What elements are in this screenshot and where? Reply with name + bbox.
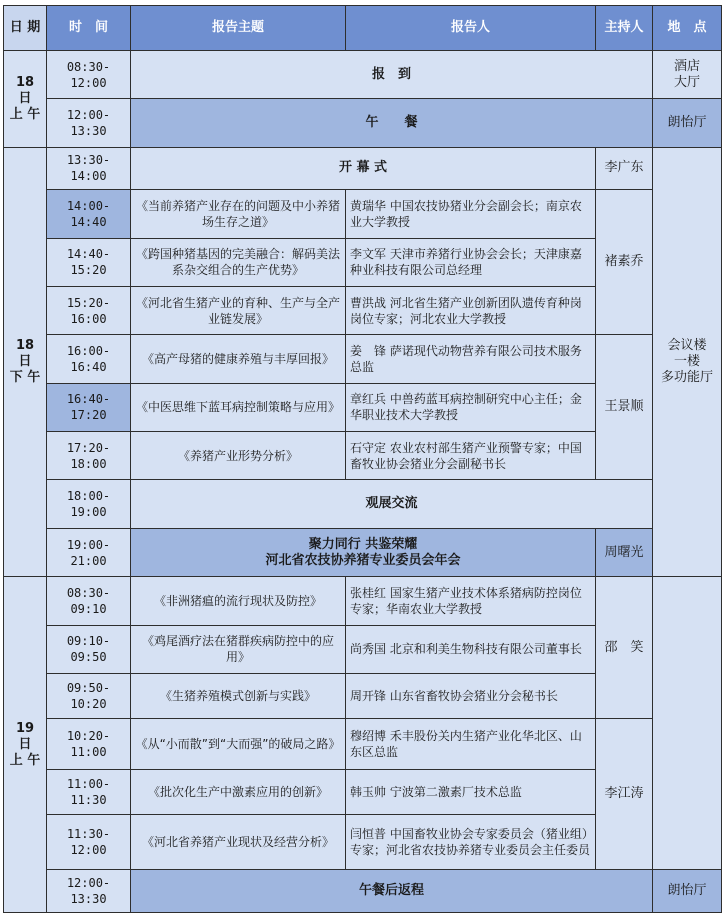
- speaker-cell: 李文军 天津市养猪行业协会会长；天津康嘉种业科技有限公司总经理: [346, 238, 596, 286]
- host-cell: 王景顺: [596, 335, 653, 480]
- time-cell: 17:20-18:00: [47, 432, 131, 480]
- table-row: [4, 577, 722, 625]
- speaker-cell: 穆绍博 禾丰股份关内生猪产业化华北区、山东区总监: [346, 719, 596, 769]
- session-title-line: 聚力同行 共鉴荣耀: [308, 536, 418, 552]
- session-title: 午 餐: [131, 99, 653, 147]
- header-venue: 地 点: [653, 6, 722, 51]
- time-cell: 12:00-13:30: [47, 99, 131, 147]
- venue-line: 酒店: [673, 58, 700, 74]
- date-period: 上 午: [9, 106, 41, 122]
- header-time: 时 间: [47, 6, 131, 51]
- header-row: [4, 6, 722, 51]
- session-title: 午餐后返程: [131, 869, 653, 912]
- topic-cell: 《河北省养猪产业现状及经营分析》: [131, 815, 346, 869]
- table-row: [4, 99, 722, 147]
- time-cell: 14:40-15:20: [47, 238, 131, 286]
- speaker-cell: 章红兵 中兽药蓝耳病控制研究中心主任；金华职业技术大学教授: [346, 383, 596, 431]
- topic-cell: 《当前养猪产业存在的问题及中小养猪场生存之道》: [131, 190, 346, 238]
- time-cell: 11:30-12:00: [47, 815, 131, 869]
- speaker-cell: 姜 锋 萨诺现代动物营养有限公司技术服务总监: [346, 335, 596, 383]
- venue-cell: [653, 51, 722, 99]
- schedule-table: [3, 5, 722, 913]
- host-cell: 周曙光: [596, 528, 653, 576]
- date-day: 19 日: [15, 720, 35, 752]
- topic-cell: 《鸡尾酒疗法在猪群疾病防控中的应用》: [131, 625, 346, 673]
- venue-cell: 朗怡厅: [653, 99, 722, 147]
- topic-cell: 《高产母猪的健康养殖与丰厚回报》: [131, 335, 346, 383]
- topic-cell: 《批次化生产中激素应用的创新》: [131, 769, 346, 814]
- session-title: 观展交流: [131, 480, 653, 528]
- speaker-cell: 张桂红 国家生猪产业技术体系猪病防控岗位专家；华南农业大学教授: [346, 577, 596, 625]
- time-cell: 16:40-17:20: [47, 383, 131, 431]
- table-row: [4, 869, 722, 912]
- date-cell-18am: [4, 51, 47, 148]
- venue-cell: [653, 577, 722, 869]
- session-title: [131, 528, 596, 576]
- speaker-cell: 曹洪战 河北省生猪产业创新团队遗传育种岗岗位专家；河北农业大学教授: [346, 286, 596, 334]
- time-cell: 10:20-11:00: [47, 719, 131, 769]
- session-title: 开 幕 式: [131, 147, 596, 189]
- host-cell: 褚素乔: [596, 190, 653, 335]
- date-day: 18 日: [15, 74, 35, 106]
- table-row: [4, 51, 722, 99]
- speaker-cell: 尚秀国 北京和利美生物科技有限公司董事长: [346, 625, 596, 673]
- session-title: 报 到: [131, 51, 653, 99]
- time-cell: 08:30-09:10: [47, 577, 131, 625]
- time-cell: 09:50-10:20: [47, 674, 131, 719]
- time-cell: 08:30-12:00: [47, 51, 131, 99]
- date-cell-18pm: [4, 147, 47, 576]
- speaker-cell: 黄瑞华 中国农技协猪业分会副会长；南京农业大学教授: [346, 190, 596, 238]
- venue-cell: [653, 147, 722, 576]
- table-row: [4, 719, 722, 769]
- time-cell: 16:00-16:40: [47, 335, 131, 383]
- topic-cell: 《中医思维下蓝耳病控制策略与应用》: [131, 383, 346, 431]
- topic-cell: 《非洲猪瘟的流行现状及防控》: [131, 577, 346, 625]
- host-cell: 邵 笑: [596, 577, 653, 719]
- header-topic: 报告主题: [131, 6, 346, 51]
- header-host: 主持人: [596, 6, 653, 51]
- date-cell-19am: [4, 577, 47, 913]
- speaker-cell: 韩玉帅 宁波第二激素厂技术总监: [346, 769, 596, 814]
- topic-cell: 《跨国种猪基因的完美融合：解码美法系杂交组合的生产优势》: [131, 238, 346, 286]
- session-title-line: 河北省农技协养猪专业委员会年会: [265, 552, 461, 568]
- time-cell: 11:00-11:30: [47, 769, 131, 814]
- time-cell: 19:00-21:00: [47, 528, 131, 576]
- venue-line: 多功能厅: [660, 370, 713, 386]
- venue-cell: 朗怡厅: [653, 869, 722, 912]
- header-speaker: 报告人: [346, 6, 596, 51]
- host-cell: 李广东: [596, 147, 653, 189]
- venue-line: 一楼: [673, 354, 700, 370]
- time-cell: 18:00-19:00: [47, 480, 131, 528]
- speaker-cell: 周开锋 山东省畜牧协会猪业分会秘书长: [346, 674, 596, 719]
- venue-line: 大厅: [673, 74, 700, 90]
- date-period: 下 午: [9, 370, 41, 386]
- topic-cell: 《养猪产业形势分析》: [131, 432, 346, 480]
- topic-cell: 《生猪养殖模式创新与实践》: [131, 674, 346, 719]
- speaker-cell: 闫恒普 中国畜牧业协会专家委员会（猪业组）专家；河北省农技协养猪专业委员会主任委员: [346, 815, 596, 869]
- header-date: 日 期: [4, 6, 47, 51]
- date-day: 18 日: [15, 338, 35, 370]
- date-period: 上 午: [9, 752, 41, 768]
- table-row: [4, 480, 722, 528]
- topic-cell: 《河北省生猪产业的育种、生产与全产业链发展》: [131, 286, 346, 334]
- host-cell: 李江涛: [596, 719, 653, 869]
- time-cell: 12:00-13:30: [47, 869, 131, 912]
- time-cell: 13:30-14:00: [47, 147, 131, 189]
- time-cell: 15:20-16:00: [47, 286, 131, 334]
- time-cell: 09:10-09:50: [47, 625, 131, 673]
- table-row: [4, 528, 722, 576]
- speaker-cell: 石守定 农业农村部生猪产业预警专家；中国畜牧业协会猪业分会副秘书长: [346, 432, 596, 480]
- venue-line: 会议楼: [667, 338, 707, 354]
- topic-cell: 《从“小而散”到“大而强”的破局之路》: [131, 719, 346, 769]
- table-row: [4, 190, 722, 238]
- table-row: [4, 147, 722, 189]
- time-cell: 14:00-14:40: [47, 190, 131, 238]
- table-row: [4, 335, 722, 383]
